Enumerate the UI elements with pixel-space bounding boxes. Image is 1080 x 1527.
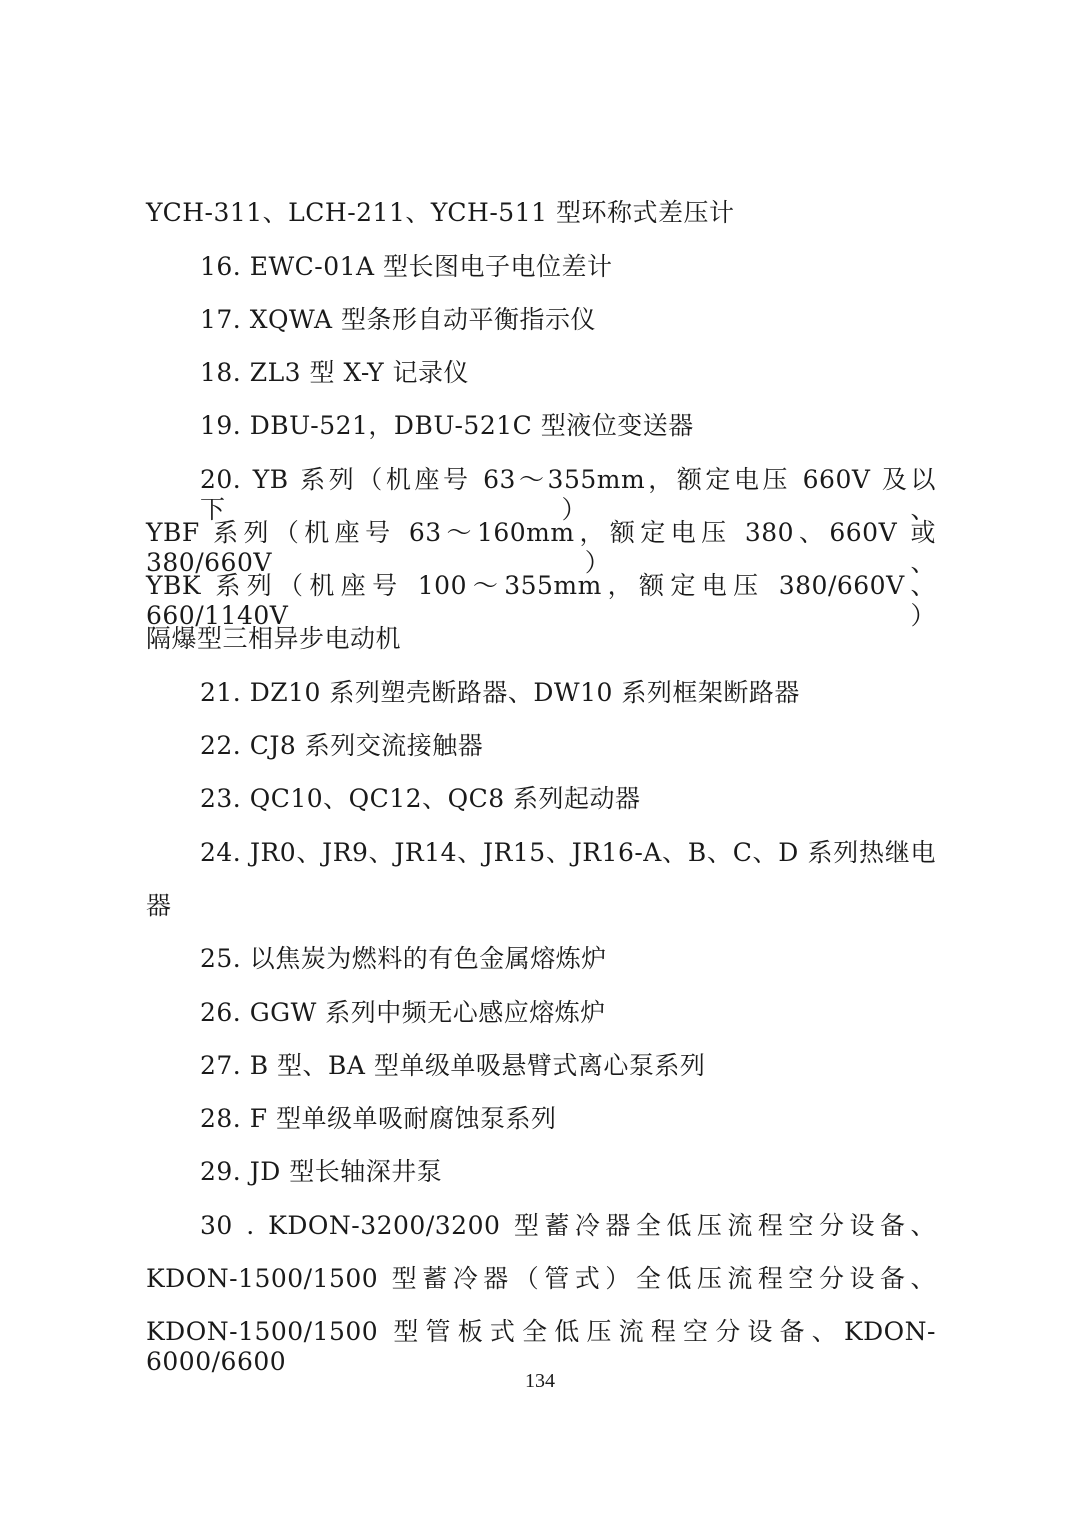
list-item-28: 28. F 型单级单吸耐腐蚀泵系列	[200, 1104, 557, 1133]
list-item-23: 23. QC10、QC12、QC8 系列起动器	[200, 784, 641, 813]
page-number: 134	[525, 1370, 555, 1392]
list-item-24: 24. JR0、JR9、JR14、JR15、JR16-A、B、C、D 系列热继电	[200, 838, 936, 867]
list-item-30-cont-2: KDON-1500/1500 型管板式全低压流程空分设备、KDON-6000/6600	[146, 1317, 936, 1376]
list-item-20: 20. YB 系列（机座号 63～355mm，额定电压 660V 及以下）、	[200, 465, 936, 524]
list-item-19: 19. DBU-521，DBU-521C 型液位变送器	[200, 411, 694, 440]
list-item-17: 17. XQWA 型条形自动平衡指示仪	[200, 305, 596, 334]
list-item-27: 27. B 型、BA 型单级单吸悬臂式离心泵系列	[200, 1051, 706, 1080]
list-item-22: 22. CJ8 系列交流接触器	[200, 731, 484, 760]
list-item-26: 26. GGW 系列中频无心感应熔炼炉	[200, 998, 606, 1027]
text-line-ych: YCH-311、LCH-211、YCH-511 型环称式差压计	[146, 198, 735, 227]
list-item-21: 21. DZ10 系列塑壳断路器、DW10 系列框架断路器	[200, 678, 800, 707]
list-item-20-cont-1: YBF 系列（机座号 63～160mm，额定电压 380、660V 或 380/660V）、	[146, 518, 936, 577]
list-item-20-cont-3: 隔爆型三相异步电动机	[146, 624, 402, 653]
list-item-29: 29. JD 型长轴深井泵	[200, 1157, 443, 1186]
list-item-30: 30 . KDON-3200/3200 型蓄冷器全低压流程空分设备、	[200, 1211, 936, 1240]
list-item-18: 18. ZL3 型 X-Y 记录仪	[200, 358, 470, 387]
list-item-16: 16. EWC-01A 型长图电子电位差计	[200, 252, 613, 281]
list-item-20-cont-2: YBK 系列（机座号 100～355mm，额定电压 380/660V、660/1140V）	[146, 571, 936, 630]
list-item-30-cont-1: KDON-1500/1500 型蓄冷器（管式）全低压流程空分设备、	[146, 1264, 936, 1293]
list-item-24-cont: 器	[146, 891, 172, 920]
list-item-25: 25. 以焦炭为燃料的有色金属熔炼炉	[200, 944, 607, 973]
